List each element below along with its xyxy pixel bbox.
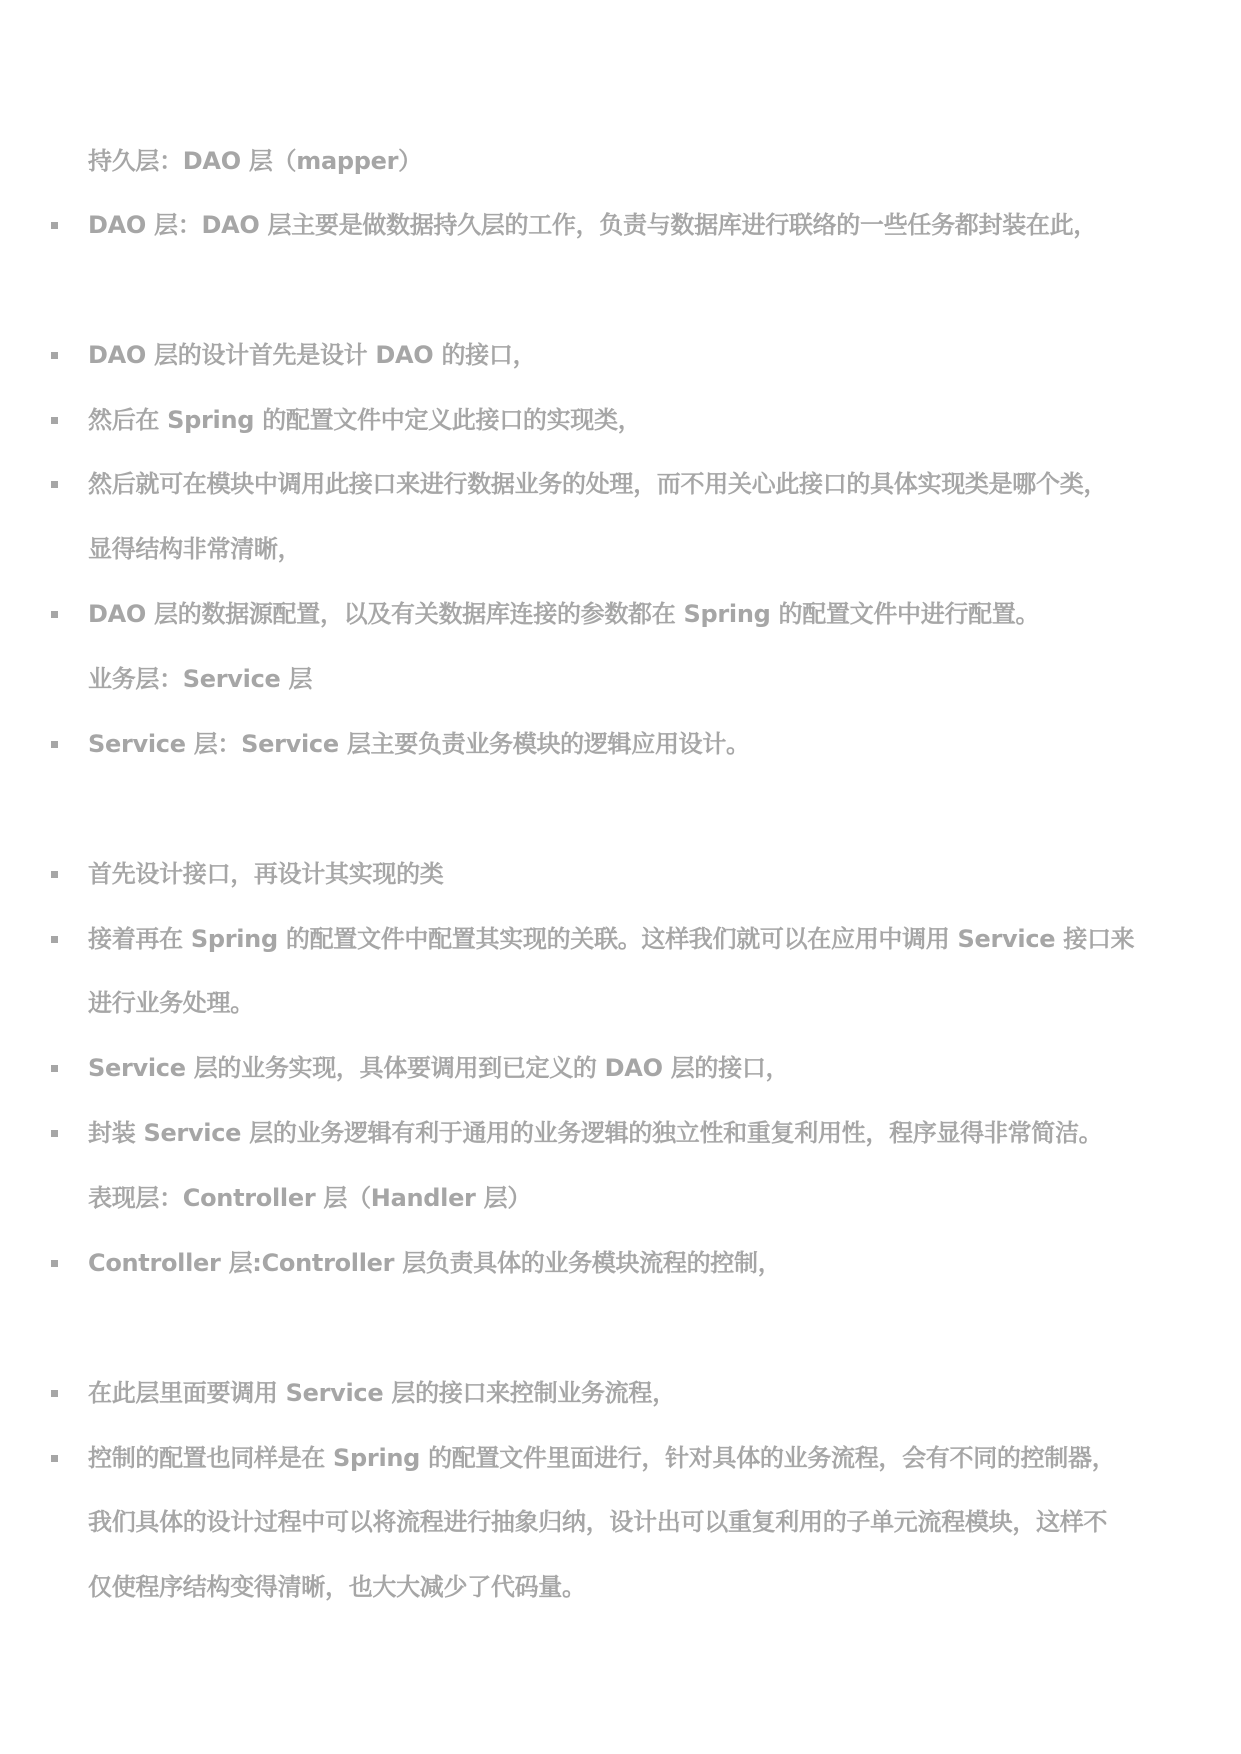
list-item-continuation: 我们具体的设计过程中可以将流程进行抽象归纳，设计出可以重复利用的子单元流程模块，这样不	[88, 1508, 1108, 1536]
list-item: DAO 层的数据源配置，以及有关数据库连接的参数都在 Spring 的配置文件中进行配置。	[88, 600, 1040, 628]
bullet-icon	[51, 1065, 58, 1072]
bullet-icon	[51, 611, 58, 618]
list-item: Service 层的业务实现，具体要调用到已定义的 DAO 层的接口，	[88, 1054, 790, 1082]
bullet-icon	[51, 352, 58, 359]
list-item: Service 层：Service 层主要负责业务模块的逻辑应用设计。	[88, 730, 750, 758]
list-item-continuation: 显得结构非常清晰，	[88, 535, 302, 563]
bullet-icon	[51, 481, 58, 488]
list-item: 接着再在 Spring 的配置文件中配置其实现的关联。这样我们就可以在应用中调用 Service 接口来	[88, 925, 1135, 953]
list-item: DAO 层：DAO 层主要是做数据持久层的工作，负责与数据库进行联络的一些任务都封装在此，	[88, 211, 1098, 239]
bullet-icon	[51, 741, 58, 748]
bullet-icon	[51, 417, 58, 424]
section-heading-persistence: 持久层：DAO 层（mapper）	[88, 147, 422, 175]
section-heading-presentation: 表现层：Controller 层（Handler 层）	[88, 1184, 532, 1212]
list-item: Controller 层:Controller 层负责具体的业务模块流程的控制，	[88, 1249, 782, 1277]
list-item: 然后在 Spring 的配置文件中定义此接口的实现类，	[88, 406, 642, 434]
bullet-icon	[51, 1390, 58, 1397]
list-item: DAO 层的设计首先是设计 DAO 的接口，	[88, 341, 537, 369]
bullet-icon	[51, 936, 58, 943]
section-heading-business: 业务层：Service 层	[88, 665, 313, 693]
list-item: 在此层里面要调用 Service 层的接口来控制业务流程，	[88, 1379, 676, 1407]
list-item-continuation: 仅使程序结构变得清晰，也大大减少了代码量。	[88, 1573, 586, 1601]
list-item: 首先设计接口，再设计其实现的类	[88, 860, 444, 888]
bullet-icon	[51, 222, 58, 229]
list-item: 封装 Service 层的业务逻辑有利于通用的业务逻辑的独立性和重复利用性，程序显得非常简洁。	[88, 1119, 1103, 1147]
bullet-icon	[51, 1260, 58, 1267]
bullet-icon	[51, 1130, 58, 1137]
list-item: 然后就可在模块中调用此接口来进行数据业务的处理，而不用关心此接口的具体实现类是哪个类，	[88, 470, 1108, 498]
bullet-icon	[51, 1455, 58, 1462]
list-item-continuation: 进行业务处理。	[88, 989, 254, 1017]
bullet-icon	[51, 871, 58, 878]
list-item: 控制的配置也同样是在 Spring 的配置文件里面进行，针对具体的业务流程，会有不同的控制器，	[88, 1444, 1116, 1472]
